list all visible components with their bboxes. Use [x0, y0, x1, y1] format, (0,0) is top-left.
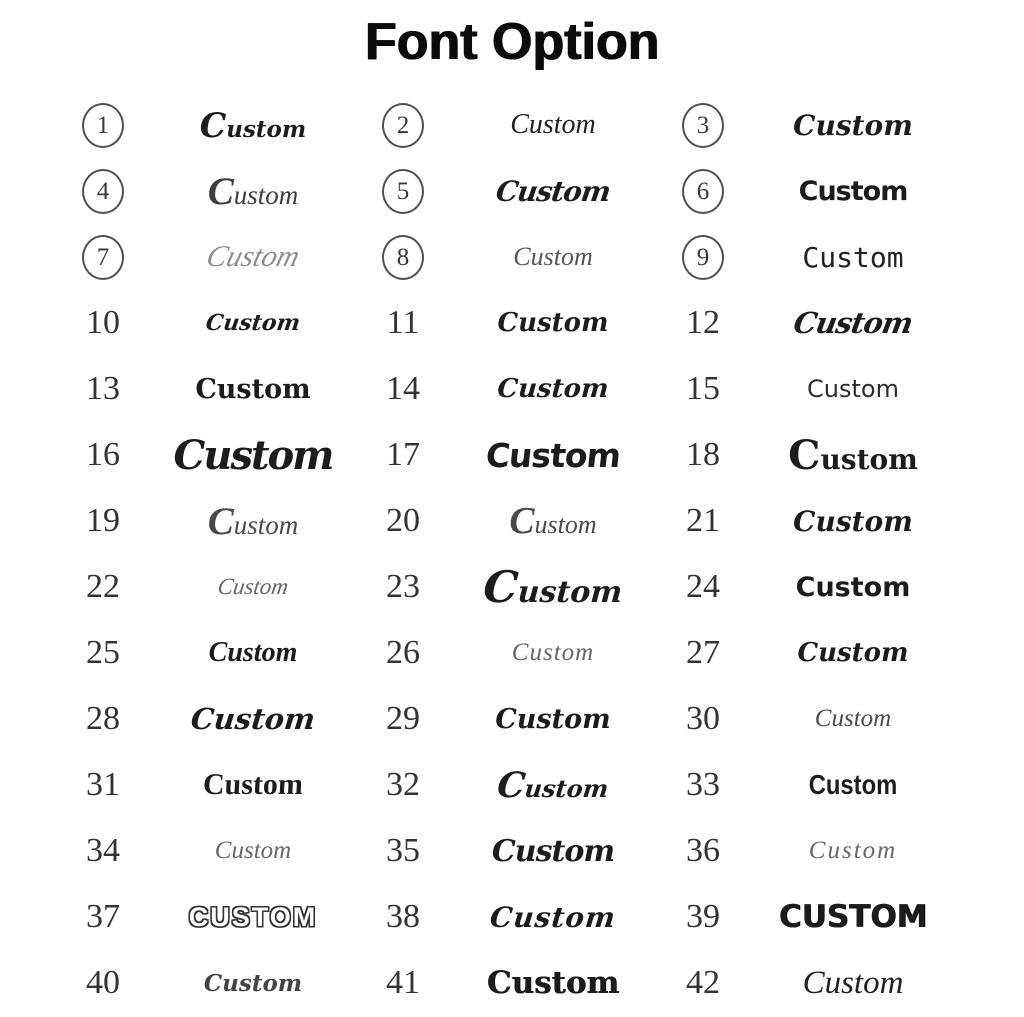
font-sample-text: Custom [795, 571, 911, 603]
option-number: 25 [86, 634, 120, 671]
font-sample-text: Custom [808, 837, 898, 864]
font-option-cell [62, 422, 362, 488]
option-number-wrap [662, 372, 744, 406]
option-number-wrap [662, 702, 744, 736]
option-number: 28 [86, 700, 120, 737]
font-option-cell [662, 92, 962, 158]
option-number-wrap [662, 768, 744, 802]
circled-option-number: 3 [682, 103, 724, 148]
font-option-cell [362, 554, 662, 620]
option-number: 12 [686, 304, 720, 341]
font-sample-text: Custom [481, 561, 624, 613]
font-option-cell [62, 950, 362, 1016]
font-sample-text: Custom [496, 374, 610, 404]
page-title: Font Option [364, 13, 660, 71]
option-number: 27 [686, 634, 720, 671]
option-number-wrap [62, 636, 144, 670]
option-number: 22 [86, 568, 120, 605]
option-number: 30 [686, 700, 720, 737]
option-number-wrap [362, 570, 444, 604]
option-number-wrap [362, 438, 444, 472]
font-sample-text: Custom [791, 306, 915, 340]
option-number-wrap [362, 966, 444, 1000]
font-option-cell [62, 356, 362, 422]
circled-option-number: 2 [382, 103, 424, 148]
option-number-wrap [362, 504, 444, 538]
option-number-wrap [62, 768, 144, 802]
option-number-wrap [662, 504, 744, 538]
option-number: 36 [686, 832, 720, 869]
font-option-cell [662, 488, 962, 554]
circled-option-number: 1 [82, 103, 124, 148]
circled-option-number: 5 [382, 169, 424, 214]
font-option-cell [362, 158, 662, 224]
option-number: 18 [686, 436, 720, 473]
circled-option-number: 7 [82, 235, 124, 280]
font-option-cell [662, 224, 962, 290]
option-number-wrap [62, 438, 144, 472]
font-sample-text: Custom [802, 240, 904, 274]
option-number: 17 [386, 436, 420, 473]
option-number: 41 [386, 964, 420, 1001]
option-number-wrap [62, 306, 144, 340]
font-sample-text: Custom [793, 504, 913, 538]
font-option-cell [362, 422, 662, 488]
font-sample-text: Custom [802, 964, 904, 1001]
font-option-cell [362, 224, 662, 290]
option-number-wrap [662, 169, 744, 214]
font-option-cell [662, 686, 962, 752]
font-option-cell [62, 488, 362, 554]
option-number-wrap [62, 504, 144, 538]
option-number-wrap [662, 636, 744, 670]
font-sample-text: Custom [511, 639, 595, 666]
font-option-cell [62, 554, 362, 620]
font-option-cell [362, 884, 662, 950]
font-sample-text: Custom [486, 965, 620, 1001]
font-sample-text: Custom [195, 373, 311, 405]
option-number: 35 [386, 832, 420, 869]
font-option-cell [362, 752, 662, 818]
font-option-cell [62, 224, 362, 290]
option-number-wrap [62, 900, 144, 934]
font-option-cell [662, 818, 962, 884]
font-option-cell [362, 950, 662, 1016]
option-number-wrap [62, 834, 144, 868]
circled-option-number: 6 [682, 169, 724, 214]
font-sample-text: Custom [203, 969, 303, 997]
font-option-cell [362, 488, 662, 554]
option-number-wrap [662, 103, 744, 148]
option-number-wrap [62, 169, 144, 214]
option-number-wrap [362, 306, 444, 340]
option-number-wrap [662, 438, 744, 472]
font-sample-text: Custom [202, 768, 304, 801]
option-number-wrap [362, 103, 444, 148]
option-number: 21 [686, 502, 720, 539]
option-number: 15 [686, 370, 720, 407]
option-number: 19 [86, 502, 120, 539]
font-option-cell [662, 554, 962, 620]
option-number-wrap [62, 103, 144, 148]
font-sample-text: Custom [513, 242, 593, 271]
font-sample-text: Custom [216, 574, 290, 599]
font-option-cell [362, 686, 662, 752]
font-option-cell [62, 752, 362, 818]
option-number-wrap [662, 900, 744, 934]
font-sample-text: Custom [208, 637, 298, 668]
font-option-cell [662, 158, 962, 224]
font-sample-text: Custom [797, 638, 909, 668]
option-number: 13 [86, 370, 120, 407]
font-sample-text: Custom [509, 500, 597, 542]
font-sample-text: Custom [788, 431, 918, 479]
option-number: 33 [686, 766, 720, 803]
option-number-wrap [662, 235, 744, 280]
option-number: 24 [686, 568, 720, 605]
font-option-cell [362, 290, 662, 356]
font-option-cell [362, 620, 662, 686]
circled-option-number: 9 [682, 235, 724, 280]
font-sample-text: Custom [808, 769, 898, 800]
option-number: 37 [86, 898, 120, 935]
option-number-wrap [362, 900, 444, 934]
option-number: 26 [386, 634, 420, 671]
option-number-wrap [662, 570, 744, 604]
font-option-cell [62, 686, 362, 752]
font-sample-text: Custom [495, 764, 610, 806]
font-sample-text: Custom [202, 240, 304, 273]
font-sample-text: Custom [488, 900, 618, 934]
option-number-wrap [62, 235, 144, 280]
font-sample-text: Custom [807, 375, 899, 403]
option-number-wrap [62, 570, 144, 604]
font-sample-text: Custom [199, 105, 307, 145]
option-number: 39 [686, 898, 720, 935]
font-sample-text: Custom [173, 431, 333, 479]
font-option-cell [362, 818, 662, 884]
font-sample-text: Custom [189, 702, 317, 736]
option-number-wrap [662, 306, 744, 340]
option-number-wrap [362, 702, 444, 736]
option-number: 14 [386, 370, 420, 407]
font-sample-text: CUSTOM [188, 901, 318, 932]
font-sample-text: CUSTOM [778, 899, 928, 935]
option-number-wrap [62, 966, 144, 1000]
font-option-cell [62, 620, 362, 686]
option-number: 29 [386, 700, 420, 737]
option-number-wrap [362, 235, 444, 280]
font-option-cell [62, 884, 362, 950]
font-option-cell [662, 884, 962, 950]
option-number: 42 [686, 964, 720, 1001]
option-number: 10 [86, 304, 120, 341]
font-option-cell [62, 290, 362, 356]
option-number: 32 [386, 766, 420, 803]
font-option-cell [662, 620, 962, 686]
font-sample-text: Custom [207, 169, 299, 213]
font-sample-text: Custom [497, 308, 609, 338]
font-sample-text: Custom [483, 435, 623, 475]
font-option-cell [62, 818, 362, 884]
option-number: 16 [86, 436, 120, 473]
option-number-wrap [362, 169, 444, 214]
option-number: 20 [386, 502, 420, 539]
option-number-wrap [362, 636, 444, 670]
font-sample-text: Custom [491, 833, 615, 869]
option-number: 11 [386, 304, 420, 341]
font-options-grid [62, 92, 962, 1016]
font-sample-text: Custom [793, 108, 913, 142]
font-option-cell [62, 158, 362, 224]
option-number: 34 [86, 832, 120, 869]
option-number: 23 [386, 568, 420, 605]
font-option-cell [362, 92, 662, 158]
option-number: 31 [86, 766, 120, 803]
font-option-cell [662, 422, 962, 488]
font-option-cell [662, 356, 962, 422]
font-option-cell [662, 290, 962, 356]
option-number-wrap [662, 834, 744, 868]
option-number-wrap [362, 834, 444, 868]
font-sample-text: Custom [493, 174, 613, 208]
option-number-wrap [662, 966, 744, 1000]
option-number: 40 [86, 964, 120, 1001]
font-sample-text: Custom [814, 705, 892, 732]
circled-option-number: 4 [82, 169, 124, 214]
font-sample-text: Custom [207, 499, 299, 543]
font-sample-text: Custom [204, 310, 302, 336]
font-sample-text: Custom [798, 175, 908, 207]
option-number-wrap [362, 372, 444, 406]
font-option-cell [662, 752, 962, 818]
font-option-cell [362, 356, 662, 422]
option-number-wrap [362, 768, 444, 802]
font-sample-text: Custom [495, 703, 611, 735]
font-sample-text: Custom [510, 109, 596, 140]
option-number-wrap [62, 702, 144, 736]
option-number: 38 [386, 898, 420, 935]
font-option-cell [662, 950, 962, 1016]
circled-option-number: 8 [382, 235, 424, 280]
font-sample-text: Custom [214, 837, 292, 864]
option-number-wrap [62, 372, 144, 406]
font-option-cell [62, 92, 362, 158]
